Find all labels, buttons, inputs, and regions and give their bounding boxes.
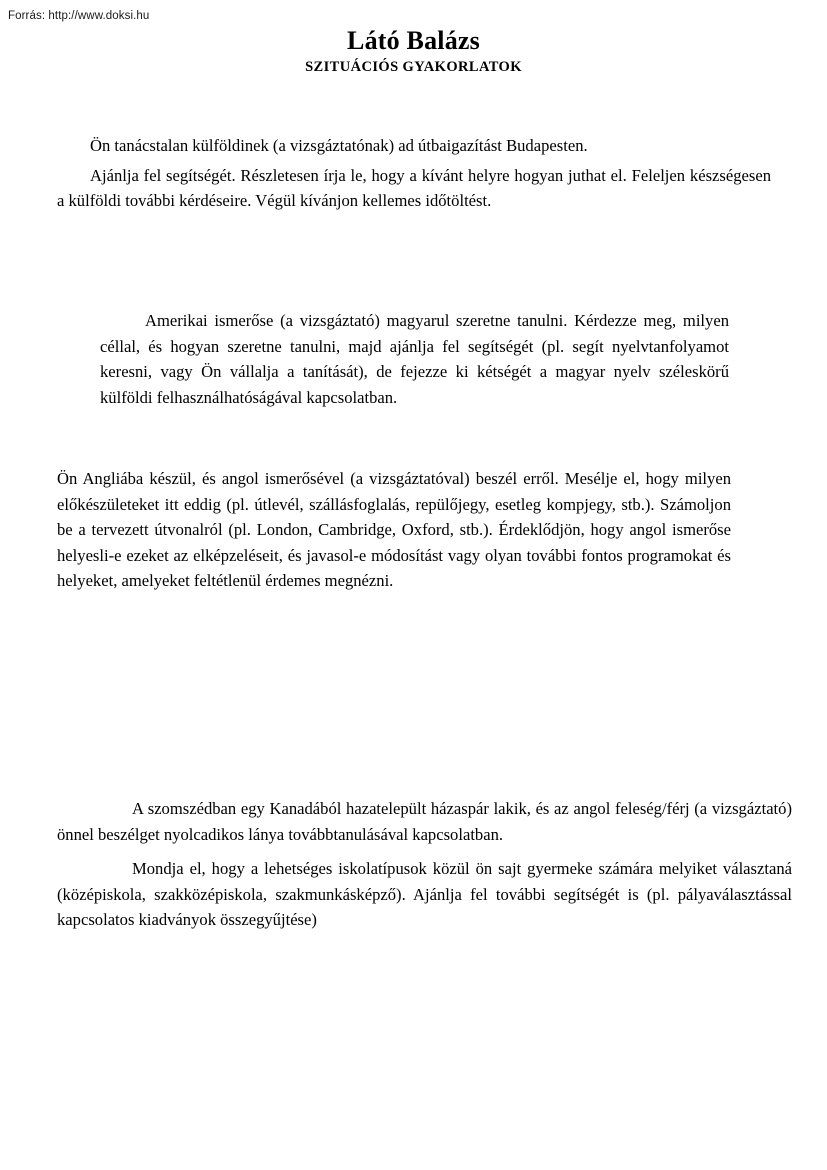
- task-block-1-paragraph-2: Ajánlja fel segítségét. Részletesen írja le, hogy a kívánt helyre hogyan juthat el. Feleljen készségesen a külföldi további kérdéseire. Végül kívánjon kellemes időtöltést.: [57, 165, 771, 210]
- task-block-4: [57, 796, 792, 847]
- task-block-4-paragraph-1: A szomszédban egy Kanadából hazatelepült házaspár lakik, és az angol feleség/férj (a vizsgáztató) önnel beszélget nyolcadikos lánya továbbtanulásával kapcsolatban.: [57, 799, 792, 844]
- task-block-1: [57, 133, 771, 214]
- page-title: Látó Balázs: [347, 26, 480, 55]
- task-block-5-paragraph-1: Mondja el, hogy a lehetséges iskolatípusok közül ön sajt gyermeke számára melyiket választaná (középiskola, szakközépiskola, szakmunkásképző). Ajánlja fel további segítségét is (pl. pályaválasztással kapcsolatos kiadványok összegyűjtése): [57, 859, 792, 929]
- task-block-2-paragraph-1: Amerikai ismerőse (a vizsgáztató) magyarul szeretne tanulni. Kérdezze meg, milyen céllal, és hogyan szeretne tanulni, majd ajánlja fel segítségét (pl. segít nyelvtanfolyamot keresni, vagy Ön vállalja a tanítását), de fejezze ki kétségét a magyar nyelv széleskörű külföldi felhasználhatóságával kapcsolatban.: [100, 311, 729, 407]
- task-block-5: [57, 856, 792, 933]
- document-header: [0, 26, 827, 76]
- source-watermark: Forrás: http://www.doksi.hu: [8, 10, 150, 22]
- page-subtitle: SZITUÁCIÓS GYAKORLATOK: [305, 59, 522, 75]
- task-block-1-paragraph-1: Ön tanácstalan külföldinek (a vizsgáztatónak) ad útbaigazítást Budapesten.: [90, 136, 588, 155]
- task-block-3: [57, 466, 731, 594]
- task-block-3-paragraph-1: Ön Angliába készül, és angol ismerősével (a vizsgáztatóval) beszél erről. Mesélje el, hogy milyen előkészületeket itt eddig (pl. útlevél, szállásfoglalás, repülőjegy, esetleg kompjegy, stb.). Számoljon be a tervezett útvonalról (pl. London, Cambridge, Oxford, stb.). Érdeklődjön, hogy angol ismerőse helyesli-e ezeket az elképzeléseit, és javasol-e módosítást vagy olyan további fontos programokat és helyeket, amelyeket feltétlenül érdemes megnézni.: [57, 469, 731, 590]
- task-block-2: [100, 308, 729, 410]
